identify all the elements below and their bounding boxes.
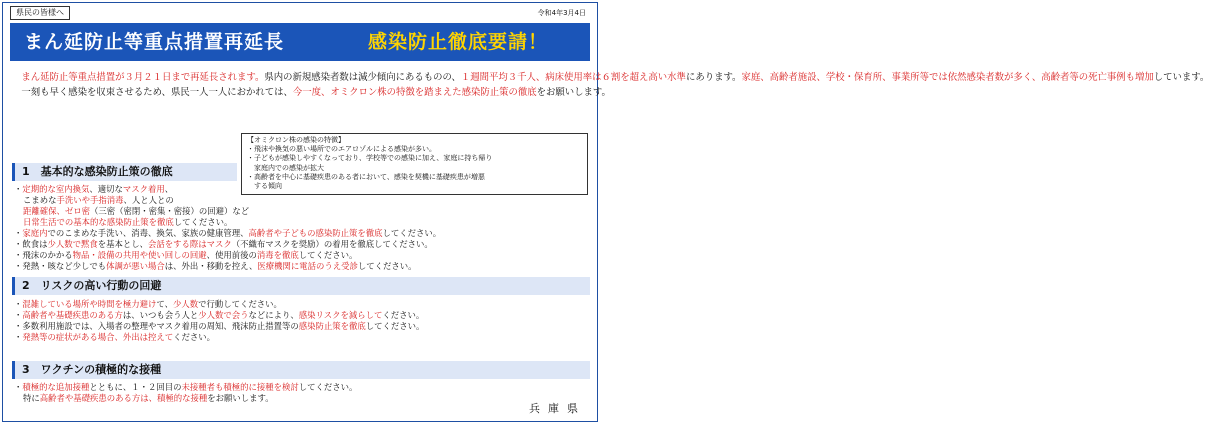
emphasis-text: 日常生活での基本的な感染防止策を徹底: [23, 217, 174, 227]
emphasis-text: 消毒を徹底: [256, 250, 299, 260]
emphasis-text: 距離確保、ゼロ密: [23, 206, 90, 216]
omicron-item: 家庭内での感染が拡大: [247, 163, 324, 172]
omicron-features-box: [241, 133, 588, 195]
emphasis-text: マスク着用: [122, 184, 165, 194]
emphasis-text: 家庭内: [22, 228, 48, 238]
body-text: してください。: [365, 321, 425, 331]
emphasis-text: 定期的な室内換気: [22, 184, 90, 194]
emphasis-text: 手洗いや手指消毒: [56, 195, 124, 205]
bullet-line: [14, 239, 590, 250]
title-main: まん延防止等重点措置再延長: [24, 31, 285, 53]
body-text: ・発熱・咳など少しでも: [14, 261, 107, 271]
section-3-heading: 3 ワクチンの積極的な接種: [12, 361, 590, 379]
emphasis-text: 未接種者も積極的に接種を検討: [181, 382, 299, 392]
title-banner: [10, 23, 590, 61]
body-text: ・: [14, 184, 23, 194]
body-text: 県内の新規感染者数は減少傾向にあるものの、: [264, 72, 461, 83]
body-text: 、使用前後の: [206, 250, 257, 260]
title-sub: 感染防止徹底要請！: [368, 31, 549, 53]
intro-text: [12, 70, 1209, 100]
bullet-line: [14, 228, 590, 239]
body-text: ・: [14, 299, 23, 309]
body-text: してください。: [382, 228, 442, 238]
emphasis-text: 家庭、高齢者施設、学校・保育所、事業所等では依然感染者数が多く、高齢者等の死亡事例も増加: [741, 72, 1154, 83]
intro-paragraph-1: [12, 70, 1209, 85]
body-text: 、: [164, 184, 174, 194]
emphasis-text: 感染リスクを減らして: [298, 310, 383, 320]
body-text: （不織布マスクを奨励）の着用を徹底してください。: [231, 239, 433, 249]
omicron-item: する傾向: [247, 182, 282, 191]
intro-paragraph-2: [12, 85, 611, 100]
body-text: ・: [14, 310, 23, 320]
emphasis-text: 高齢者や子どもの感染防止策を徹底: [248, 228, 383, 238]
emphasis-text: 少人数で会う: [198, 310, 249, 320]
body-text: 一刻も早く感染を収束させるため、県民一人一人におかれては、: [21, 87, 293, 98]
omicron-item: ・子どもが感染しやすくなっており、学校等での感染に加え、家庭に持ち帰り: [247, 154, 493, 163]
body-text: でのこまめな手洗い、消毒、換気、家族の健康管理、: [47, 228, 249, 238]
body-text: しています。: [1153, 72, 1209, 83]
body-text: は、外出・移動を控え、: [164, 261, 258, 271]
section-2-heading: 2 リスクの高い行動の回避: [12, 277, 590, 295]
emphasis-text: 高齢者や基礎疾患のある方は、積極的な接種: [39, 393, 208, 403]
omicron-box-title: 【オミクロン株の感染の特徴】: [247, 136, 345, 144]
emphasis-text: 少人数で黙食: [47, 239, 98, 249]
bullet-line: [14, 250, 590, 261]
bullet-line: [14, 310, 590, 321]
body-text: は、いつも会う人と: [122, 310, 199, 320]
omicron-item: ・飛沫や換気の悪い場所でのエアロゾルによる感染が多い。: [247, 145, 436, 154]
bullet-line: [14, 195, 240, 206]
body-text: （三密（密閉・密集・密接）の回避）など: [90, 206, 250, 216]
bullet-line: [14, 217, 590, 228]
prefecture-name: 兵庫県: [529, 402, 586, 415]
body-text: で行動してください。: [198, 299, 282, 309]
emphasis-text: 高齢者や基礎疾患のある方: [22, 310, 123, 320]
body-text: ・飲食は: [14, 239, 48, 249]
body-text: をお願いします。: [536, 87, 611, 98]
emphasis-text: 今一度、オミクロン株の特徴を踏まえた感染防止策の徹底: [292, 87, 537, 98]
emphasis-text: 少人数: [172, 299, 199, 309]
body-text: ・: [14, 228, 23, 238]
bullet-line: [14, 321, 590, 332]
bullet-line: [14, 299, 590, 310]
section-1-list-top: [14, 184, 250, 217]
emphasis-text: 混雑している場所や時間を極力避け: [22, 299, 157, 309]
bullet-line: [14, 382, 590, 393]
emphasis-text: 物品・設備の共用や使い回しの回避: [72, 250, 207, 260]
section-1-heading: 1 基本的な感染防止策の徹底: [12, 163, 237, 181]
section-3-list: [14, 382, 590, 404]
bullet-line: [14, 332, 590, 343]
section-1-list: [14, 217, 590, 272]
emphasis-text: 医療機関に電話のうえ受診: [257, 261, 358, 271]
body-text: してください。: [298, 250, 358, 260]
emphasis-text: 積極的な追加接種: [22, 382, 90, 392]
body-text: ・: [14, 382, 23, 392]
emphasis-text: 発熱等の症状がある場合、外出は控えて: [22, 332, 174, 342]
body-text: ・: [14, 332, 23, 342]
body-text: してください。: [357, 261, 417, 271]
body-text: 、人と人との: [123, 195, 174, 205]
bullet-line: [14, 393, 590, 404]
body-text: こまめな: [23, 195, 57, 205]
body-text: 特に: [23, 393, 40, 403]
body-text: ・多数利用施設では、入場者の整理やマスク着用の周知、飛沫防止措置等の: [14, 321, 299, 331]
body-text: をお願いします。: [207, 393, 274, 403]
body-text: とともに、１・２回目の: [89, 382, 182, 392]
audience-tag: 県民の皆様へ: [10, 6, 70, 20]
bullet-line: [14, 206, 250, 217]
body-text: ください。: [382, 310, 425, 320]
emphasis-text: １週間平均３千人、病床使用率は６割を超え高い水準: [460, 72, 686, 83]
body-text: ・飛沫のかかる: [14, 250, 73, 260]
emphasis-text: まん延防止等重点措置が３月２１日まで再延長されます。: [21, 72, 265, 83]
body-text: を基本とし、: [97, 239, 148, 249]
section-2-list: [14, 299, 590, 343]
issue-date: 令和4年3月4日: [537, 9, 586, 17]
omicron-item: ・高齢者を中心に基礎疾患のある者において、感染を契機に基礎疾患が増悪: [247, 172, 485, 181]
body-text: にあります。: [685, 72, 742, 83]
bullet-line: [14, 261, 590, 272]
bullet-line: [14, 184, 240, 195]
body-text: してください。: [298, 382, 358, 392]
body-text: してください。: [173, 217, 233, 227]
emphasis-text: 体調が悪い場合: [106, 261, 165, 271]
emphasis-text: 会話をする際はマスク: [148, 239, 232, 249]
body-text: 、適切な: [89, 184, 123, 194]
body-text: て、: [156, 299, 173, 309]
emphasis-text: 感染防止策を徹底: [298, 321, 366, 331]
body-text: などにより、: [248, 310, 299, 320]
body-text: ください。: [173, 332, 215, 342]
